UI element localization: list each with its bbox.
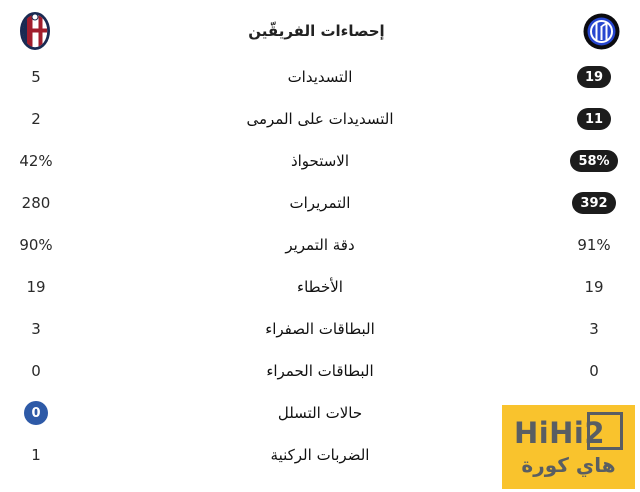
stat-label: الاستحواذ: [290, 152, 350, 170]
hihi2-subtitle: هاي كورة: [521, 453, 616, 477]
right-team-value-badge: 11: [577, 108, 611, 130]
right-team-value-badge: 392: [572, 192, 615, 214]
left-team-value: 3: [31, 320, 41, 338]
left-team-value: 42%: [19, 152, 53, 170]
stat-row-passes: [0, 182, 640, 224]
stat-label: التسديدات: [287, 68, 353, 86]
header: [0, 0, 640, 56]
left-team-value: 90%: [19, 236, 53, 254]
left-team-value-badge: 0: [24, 401, 48, 425]
stat-label: الأخطاء: [297, 278, 343, 296]
stat-label: حالات التسلل: [277, 404, 363, 422]
right-team-value: 0: [589, 362, 599, 380]
right-team-value: 3: [589, 320, 599, 338]
stat-row-shots: [0, 56, 640, 98]
hihi2-watermark: [502, 405, 635, 489]
bologna-fc-crest-icon: [20, 12, 50, 50]
stat-row-pass-accuracy: [0, 224, 640, 266]
stat-row-yellow-cards: [0, 308, 640, 350]
left-team-value: 2: [31, 110, 41, 128]
right-team-value-badge: 58%: [570, 150, 617, 172]
stat-row-fouls: [0, 266, 640, 308]
right-team-value: 91%: [577, 236, 611, 254]
left-team-value: 5: [31, 68, 41, 86]
stat-label: دقة التمرير: [285, 236, 355, 254]
left-team-value: 1: [31, 446, 41, 464]
stat-label: البطاقات الحمراء: [266, 362, 374, 380]
left-team-value: 0: [31, 362, 41, 380]
right-team-value: 19: [584, 278, 604, 296]
stat-row-possession: [0, 140, 640, 182]
stat-label: التسديدات على المرمى: [246, 110, 394, 128]
stat-label: الضربات الركنية: [270, 446, 370, 464]
hihi2-logo: HiHi2: [514, 419, 605, 448]
stat-label: البطاقات الصفراء: [265, 320, 375, 338]
stat-row-shots-on-target: [0, 98, 640, 140]
panel-title: إحصاءات الفريقّين: [248, 22, 385, 40]
inter-milan-crest-icon: [583, 13, 620, 50]
left-team-value: 280: [21, 194, 51, 212]
stat-label: التمريرات: [289, 194, 351, 212]
stat-row-red-cards: [0, 350, 640, 392]
left-team-value: 19: [26, 278, 46, 296]
right-team-value-badge: 19: [577, 66, 611, 88]
